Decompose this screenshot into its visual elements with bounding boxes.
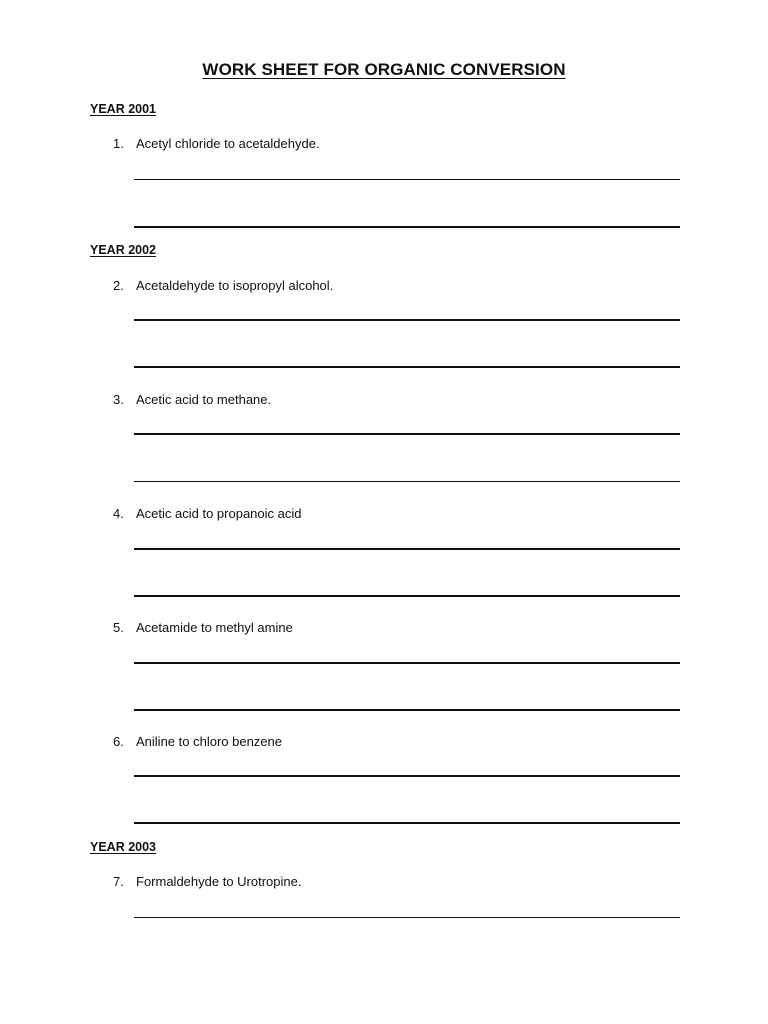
question-number: 7.: [113, 874, 124, 889]
question-number: 6.: [113, 734, 124, 749]
question-text: Acetaldehyde to isopropyl alcohol.: [136, 278, 334, 293]
question-text: Acetamide to methyl amine: [136, 620, 293, 635]
question-number: 2.: [113, 278, 124, 293]
answer-line[interactable]: [134, 595, 680, 597]
question-number: 4.: [113, 506, 124, 521]
question-text: Acetic acid to methane.: [136, 392, 272, 407]
year-heading-2002: YEAR 2002: [90, 243, 157, 257]
answer-line[interactable]: [134, 822, 680, 824]
question-text: Aniline to chloro benzene: [136, 734, 282, 749]
question-number: 3.: [113, 392, 124, 407]
answer-line[interactable]: [134, 226, 680, 228]
question-text: Acetic acid to propanoic acid: [136, 506, 302, 521]
worksheet-title: WORK SHEET FOR ORGANIC CONVERSION: [202, 60, 566, 79]
answer-line[interactable]: [134, 775, 680, 777]
question-text: Formaldehyde to Urotropine.: [136, 874, 302, 889]
answer-line[interactable]: [134, 917, 680, 918]
question-number: 1.: [113, 136, 124, 151]
answer-line[interactable]: [134, 548, 680, 550]
answer-line[interactable]: [134, 481, 680, 482]
answer-line[interactable]: [134, 366, 680, 368]
question-number: 5.: [113, 620, 124, 635]
question-text: Acetyl chloride to acetaldehyde.: [136, 136, 320, 151]
answer-line[interactable]: [134, 433, 680, 435]
answer-line[interactable]: [134, 709, 680, 711]
answer-line[interactable]: [134, 319, 680, 321]
year-heading-2003: YEAR 2003: [90, 840, 157, 854]
answer-line[interactable]: [134, 662, 680, 664]
answer-line[interactable]: [134, 179, 680, 180]
year-heading-2001: YEAR 2001: [90, 102, 157, 116]
